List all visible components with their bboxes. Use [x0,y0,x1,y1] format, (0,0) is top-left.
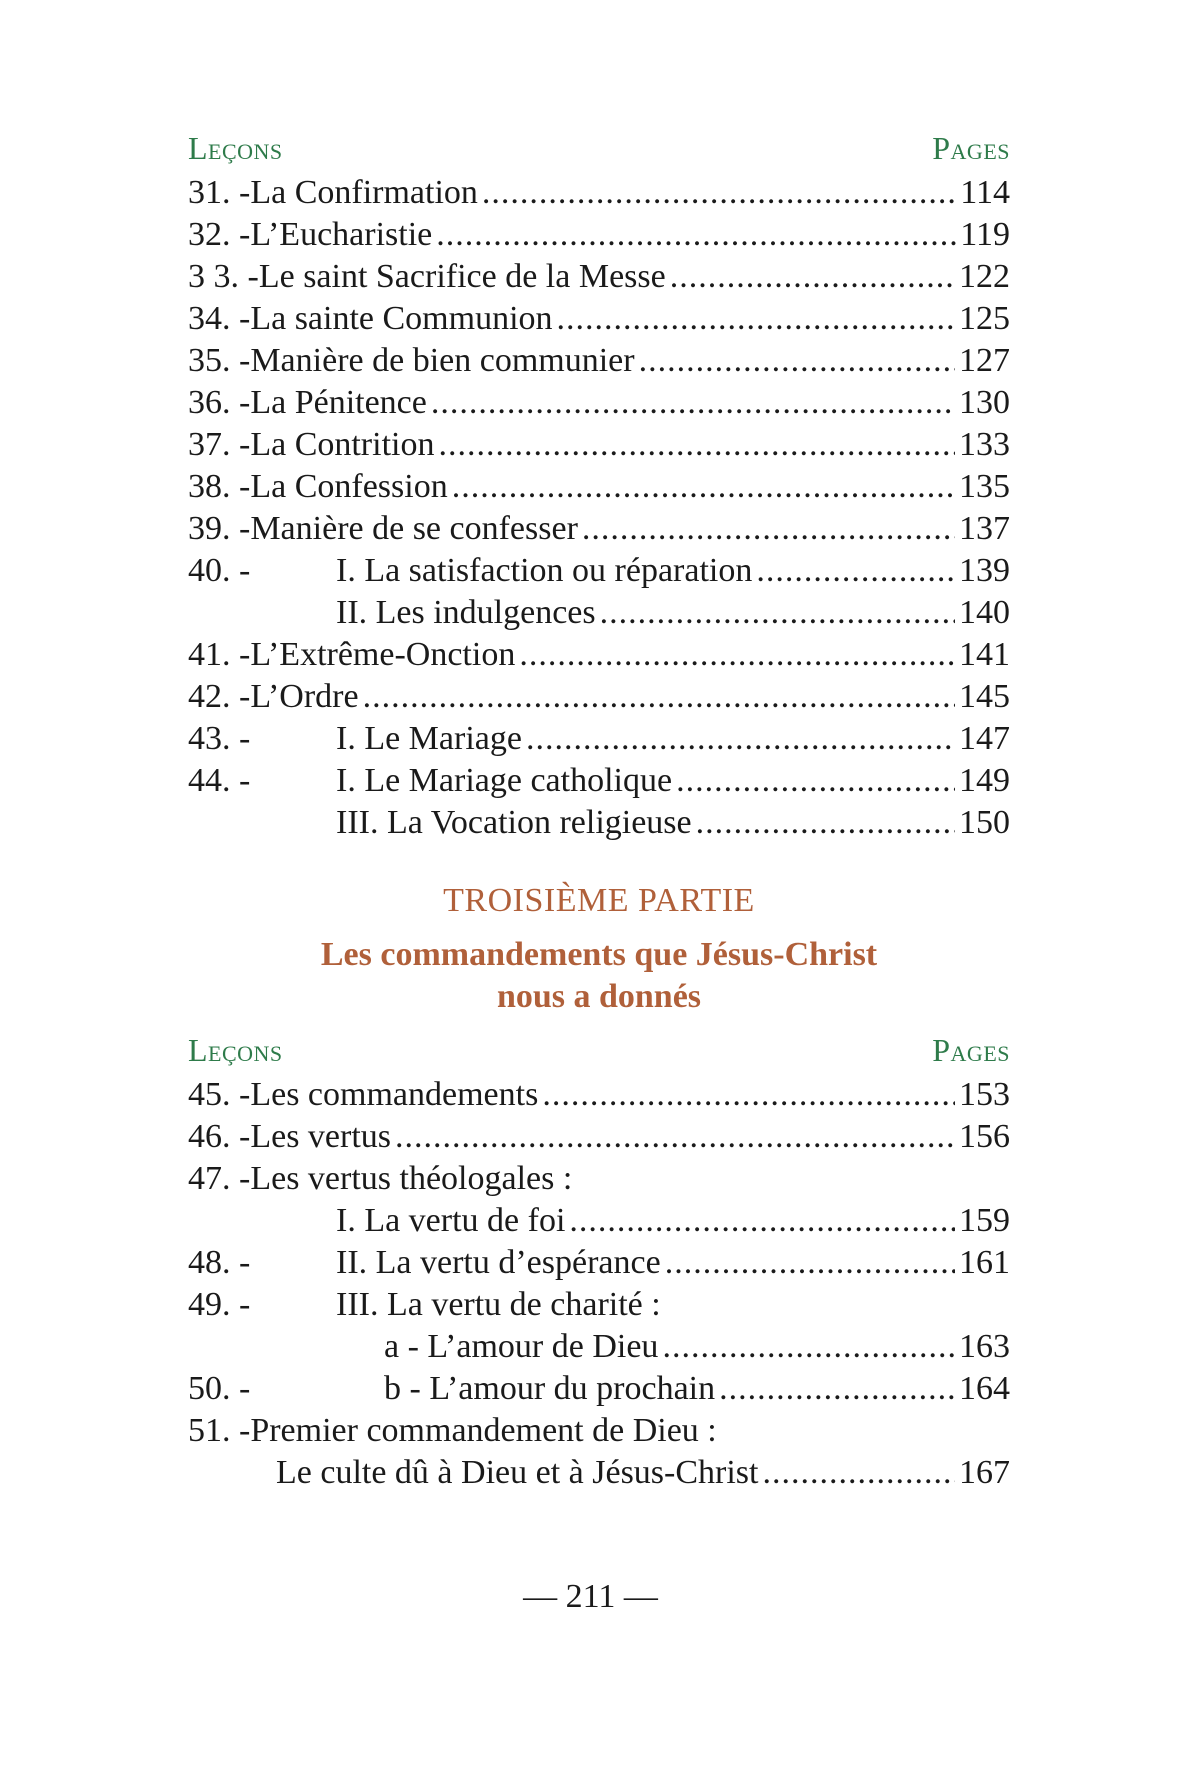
lesson-title: a - L’amour de Dieu [384,1328,659,1365]
page-number: 140 [959,594,1010,631]
lesson-title: b - L’amour du prochain [384,1370,716,1407]
dot-leader [719,1368,955,1410]
toc-entry[interactable] [188,1410,1010,1452]
lesson-title: La sainte Communion [250,300,553,337]
lesson-title: La Confirmation [250,174,478,211]
dot-leader [670,256,955,298]
toc-entry[interactable] [188,466,1010,508]
lesson-number: 34. - [188,300,251,337]
page-number: 139 [959,552,1010,589]
lesson-title: II. Les indulgences [336,594,596,631]
lesson-title: Manière de se confesser [250,510,578,547]
dot-leader [482,172,956,214]
toc-entry[interactable] [188,1326,1010,1368]
page-number: 159 [959,1202,1010,1239]
pages-header: Pages [932,130,1010,166]
lesson-number: 36. - [188,384,251,421]
toc-entry[interactable] [188,298,1010,340]
lesson-number: 43. - [188,720,251,757]
dot-leader [452,466,955,508]
lesson-number: 48. - [188,1244,251,1281]
column-header [188,1032,1010,1068]
page-number: 163 [959,1328,1010,1365]
lesson-number: 42. - [188,678,251,715]
page-number: 147 [959,720,1010,757]
page-number: 164 [959,1370,1010,1407]
lesson-number: 44. - [188,762,251,799]
lesson-title: L’Eucharistie [250,216,433,253]
lesson-number: 47. - [188,1160,251,1197]
dot-leader [582,508,955,550]
dot-leader [665,1242,955,1284]
lesson-number: 51. - [188,1412,251,1449]
toc-entry[interactable] [188,760,1010,802]
lesson-title: L’Ordre [250,678,359,715]
part-title: TROISIÈME PARTIE [443,882,755,919]
toc-entry[interactable] [188,1284,1010,1326]
lesson-title: I. Le Mariage catholique [336,762,673,799]
part-subtitle: Les commandements que Jésus-Christ [320,936,878,973]
page-number: 153 [959,1076,1010,1113]
page-number: 125 [959,300,1010,337]
lesson-title: La Contrition [250,426,435,463]
page-folio: — 211 — [523,1578,658,1615]
table-of-contents [188,130,1010,1494]
lesson-title: III. La vertu de charité : [336,1286,661,1323]
page-number: 167 [959,1454,1010,1491]
lesson-title: Les vertus [250,1118,392,1155]
column-header [188,130,1010,166]
lesson-title: III. La Vocation religieuse [336,804,692,841]
page-number: 161 [959,1244,1010,1281]
toc-entry[interactable] [188,718,1010,760]
toc-entry[interactable] [188,382,1010,424]
toc-entry[interactable] [188,1116,1010,1158]
lesson-title: La Confession [250,468,448,505]
dot-leader [676,760,955,802]
lessons-header: Leçons [188,130,283,166]
dot-leader [696,802,955,844]
page-number: 137 [959,510,1010,547]
page-number: 150 [959,804,1010,841]
lesson-number: 31. - [188,174,251,211]
lesson-number: 45. - [188,1076,251,1113]
page-number: 141 [959,636,1010,673]
lesson-number: 35. - [188,342,251,379]
toc-entry[interactable] [188,676,1010,718]
toc-entry[interactable] [188,172,1010,214]
toc-entry[interactable] [188,214,1010,256]
lesson-number: 46. - [188,1118,251,1155]
lesson-number: 50. - [188,1370,251,1407]
dot-leader [600,592,955,634]
page-number: 149 [959,762,1010,799]
dot-leader [363,676,955,718]
lesson-title: I. La vertu de foi [336,1202,566,1239]
toc-entry[interactable] [188,256,1010,298]
toc-entry[interactable] [188,1200,1010,1242]
lesson-number: 32. - [188,216,251,253]
toc-entry[interactable] [188,424,1010,466]
lesson-number: 38. - [188,468,251,505]
lesson-title: I. La satisfaction ou réparation [336,552,753,589]
lesson-title: I. Le Mariage [336,720,522,757]
dot-leader [569,1200,955,1242]
pages-header: Pages [932,1032,1010,1068]
lesson-number: 3 3. - [188,258,259,295]
toc-entry[interactable] [188,1242,1010,1284]
lesson-title: II. La vertu d’espérance [336,1244,661,1281]
dot-leader [436,214,956,256]
lesson-title: Les vertus théologales : [250,1160,573,1197]
page-number: 156 [959,1118,1010,1155]
lesson-number: 40. - [188,552,251,589]
toc-entry[interactable] [188,1452,1010,1494]
dot-leader [519,634,955,676]
toc-entry[interactable] [188,508,1010,550]
dot-leader [756,550,955,592]
toc-entry[interactable] [188,1074,1010,1116]
page-number: 133 [959,426,1010,463]
dot-leader [557,298,955,340]
page-number: 135 [959,468,1010,505]
lessons-header: Leçons [188,1032,283,1068]
toc-entry[interactable] [188,550,1010,592]
page-number: 119 [960,216,1010,253]
lesson-title: La Pénitence [250,384,427,421]
dot-leader [526,718,955,760]
dot-leader [662,1326,955,1368]
lesson-title: Les commandements [250,1076,539,1113]
toc-entry[interactable] [188,1158,1010,1200]
dot-leader [395,1116,955,1158]
page-number: 130 [959,384,1010,421]
lesson-title: L’Extrême-Onction [250,636,516,673]
toc-entry[interactable] [188,634,1010,676]
lesson-title: Le saint Sacrifice de la Messe [258,258,666,295]
lesson-title: Premier commandement de Dieu : [250,1412,717,1449]
lesson-number: 41. - [188,636,251,673]
part-subtitle: nous a donnés [496,978,702,1015]
lesson-number: 49. - [188,1286,251,1323]
lesson-number: 39. - [188,510,251,547]
toc-entry[interactable] [188,592,1010,634]
lesson-title: Le culte dû à Dieu et à Jésus-Christ [276,1454,759,1491]
lesson-title: Manière de bien communier [250,342,635,379]
dot-leader [438,424,955,466]
page-number: 145 [959,678,1010,715]
dot-leader [431,382,955,424]
page-number: 114 [960,174,1010,211]
page-number: 122 [959,258,1010,295]
lesson-number: 37. - [188,426,251,463]
page-number: 127 [959,342,1010,379]
dot-leader [542,1074,955,1116]
dot-leader [762,1452,955,1494]
toc-entry[interactable] [188,1368,1010,1410]
toc-entry[interactable] [188,340,1010,382]
toc-entry[interactable] [188,802,1010,844]
dot-leader [639,340,955,382]
